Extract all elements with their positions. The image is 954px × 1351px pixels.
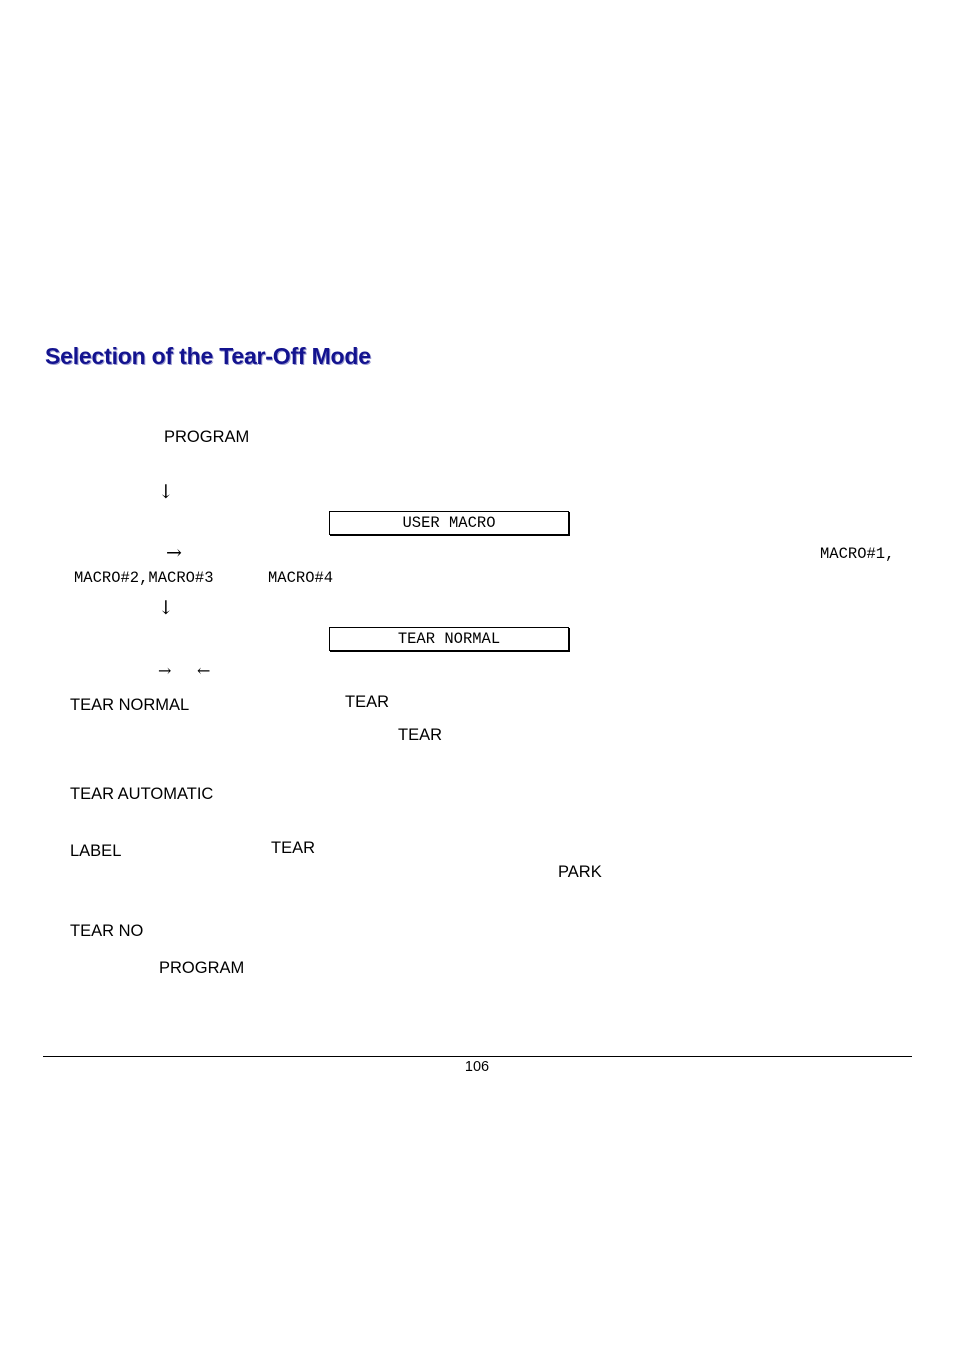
option-tear-normal: TEAR NORMAL: [70, 696, 190, 714]
option-label: LABEL: [70, 842, 122, 860]
option-tear-no: TEAR NO: [70, 922, 144, 940]
lcd-display-tear-normal: TEAR NORMAL: [329, 627, 569, 651]
lcd-display-user-macro: USER MACRO: [329, 511, 569, 535]
arrow-right-icon: →: [166, 542, 182, 564]
macro-1-label: MACRO#1,: [820, 545, 895, 563]
tear-key-label: TEAR: [398, 726, 443, 744]
program-key-label: PROGRAM: [159, 959, 245, 977]
arrow-right-icon: →: [158, 661, 172, 680]
macros-2-3-label: MACRO#2,MACRO#3: [74, 569, 214, 587]
page-title: Selection of the Tear-Off Mode: [45, 343, 371, 369]
page-number: 106: [464, 1059, 490, 1075]
park-key-label: PARK: [558, 863, 602, 881]
arrow-down-icon: ↓: [158, 481, 174, 503]
footer-divider: [43, 1056, 912, 1057]
arrow-left-icon: ←: [197, 661, 211, 680]
program-key-label: PROGRAM: [164, 428, 250, 446]
tear-key-label: TEAR: [345, 693, 390, 711]
tear-key-label: TEAR: [271, 839, 316, 857]
arrow-down-icon: ↓: [158, 597, 174, 619]
macro-4-label: MACRO#4: [268, 569, 334, 587]
option-tear-automatic: TEAR AUTOMATIC: [70, 785, 214, 803]
